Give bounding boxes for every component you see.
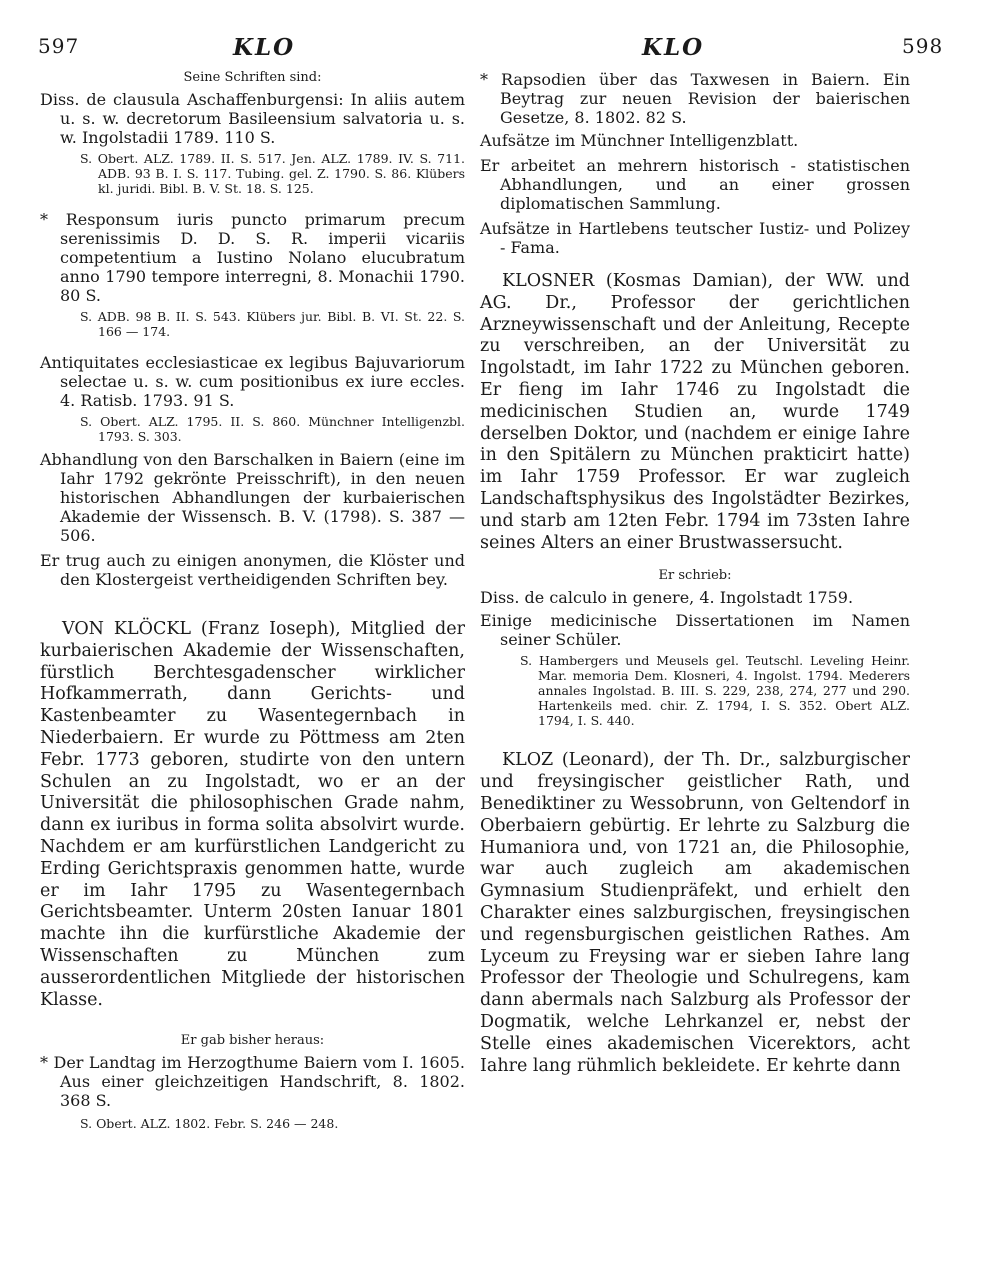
bibliography-entry: Einige medicinische Dissertationen im Namen seiner Schüler. bbox=[480, 611, 910, 650]
left-column bbox=[40, 70, 465, 1131]
review-reference: S. ADB. 98 B. II. S. 543. Klübers jur. Bibl. B. VI. St. 22. S. 166 — 174. bbox=[80, 309, 465, 339]
bibliography-entry: Diss. de calculo in genere, 4. Ingolstadt 1759. bbox=[480, 588, 854, 608]
biography-entry-klosner: KLOSNER (Kosmas Damian), der WW. und AG. Dr., Professor der gerichtlichen Arzneywissenschaft und der Anleitung, Recepte zu verschreiben, an der Universität zu Ingolstadt, im Iahr 1722 zu München geboren. Er fieng im Iahr 1746 zu Ingolstadt die medicinischen Studien an, wurde 1749 derselben Doktor, und (nachdem er einige Iahre in den Spitälern zu München prakticirt hatte) im Iahr 1759 Professor. Er war zugleich Landschaftsphysikus des Ingolstädter Bezirkes, und starb am 12ten Febr. 1794 im 73sten Iahre seines Alters an einer Brustwassersucht. bbox=[480, 271, 910, 553]
writings-heading: Er schrieb: bbox=[658, 568, 732, 584]
bibliography-entry: Diss. de clausula Aschaffenburgensi: In aliis autem u. s. w. decretorum Basileensium salvatoria u. s. w. Ingolstadii 1789. 110 S. bbox=[40, 90, 465, 147]
review-reference: S. Obert. ALZ. 1795. II. S. 860. Münchner Intelligenzbl. 1793. S. 303. bbox=[80, 414, 465, 444]
right-page-number: 598 bbox=[902, 34, 944, 58]
bibliography-entry: * Der Landtag im Herzogthume Baiern vom I. 1605. Aus einer gleichzeitigen Handschrift, 8. 1802. 368 S. bbox=[40, 1053, 465, 1111]
right-running-head: KLO bbox=[642, 34, 705, 61]
review-reference: S. Hambergers und Meusels gel. Teutschl. Leveling Heinr. Mar. memoria Dem. Klosneri, 4. Ingolst. 1794. Mederers annales Ingolstad. B. III. S. 229, 238, 274, 277 und 290. Hartenkeils med. chir. Z. 1794, I. S. 352. Obert ALZ. 1794, I. S. 440. bbox=[520, 653, 910, 729]
bibliography-entry: Abhandlung von den Barschalken in Baiern (eine im Iahr 1792 gekrönte Preisschrift), in den neuen historischen Abhandlungen der kurbaierischen Akademie der Wissensch. B. V. (1798). S. 387 — 506. bbox=[40, 450, 465, 545]
publications-heading: Er gab bisher heraus: bbox=[180, 1033, 325, 1049]
bibliography-entry: * Rapsodien über das Taxwesen in Baiern. Ein Beytrag zur neuen Revision der baierischen Gesetze, 8. 1802. 82 S. bbox=[480, 70, 910, 127]
left-running-head: KLO bbox=[233, 34, 296, 61]
left-page-number: 597 bbox=[38, 34, 80, 58]
review-reference: S. Obert. ALZ. 1789. II. S. 517. Jen. ALZ. 1789. IV. S. 711. ADB. 93 B. I. S. 117. Tubing. gel. Z. 1790. S. 86. Klübers kl. juridi. Bibl. B. V. St. 18. S. 125. bbox=[80, 151, 465, 196]
bibliography-entry: Antiquitates ecclesiasticae ex legibus Bajuvariorum selectae u. s. w. cum positionibus ex iure eccles. 4. Ratisb. 1793. 91 S. bbox=[40, 353, 465, 410]
review-reference: S. Obert. ALZ. 1802. Febr. S. 246 — 248. bbox=[80, 1116, 339, 1132]
biography-entry-kloeckl: VON KLÖCKL (Franz Ioseph), Mitglied der kurbaierischen Akademie der Wissenschaften, fürstlich Berchtesgadenscher wirklicher Hofkammerrath, dann Gerichts- und Kastenbeamter zu Wasentegernbach in Niederbaiern. Er wurde zu Pöttmess am 2ten Febr. 1773 geboren, studirte von den untern Schulen an zu Ingolstadt, wo er an der Universität die philosophischen Grade nahm, dann ex iuribus in forma solita absolvirt wurde. Nachdem er am kurfürstlichen Landgericht zu Erding Gerichtspraxis genommen hatte, wurde er im Iahr 1795 zu Wasentegernbach Gerichtsbeamter. Unterm 20sten Ianuar 1801 machte ihn die kurfürstliche Akademie der Wissenschaften zu München zum ausserordentlichen Mitgliede der historischen Klasse. bbox=[40, 619, 465, 1010]
bibliography-entry: * Responsum iuris puncto primarum precum serenissimis D. D. S. R. imperii vicariis competentium a Iustino Nolano elucubratum anno 1790 tempore interregni, 8. Monachii 1790. 80 S. bbox=[40, 210, 465, 305]
biography-entry-kloz: KLOZ (Leonard), der Th. Dr., salzburgischer und freysingischer geistlicher Rath, und Benediktiner zu Wessobrunn, von Geltendorf in Oberbaiern gebürtig. Er lehrte zu Salzburg die Humaniora und, von 1721 an, die Philosophie, war auch zugleich am akademischen Gymnasium Studienpräfekt, und erhielt den Charakter eines salzburgischen, freysingischen und regensburgischen geistlichen Rathes. Am Lyceum zu Freysing war er sieben Iahre lang Professor der Theologie und Schulregens, kam dann abermals nach Salzburg als Professor der Dogmatik, welche Lehrkanzel er, nebst der Stelle eines akademischen Vicerektors, acht Iahre lang rühmlich bekleidete. Er kehrte dann bbox=[480, 750, 910, 1076]
bibliography-entry: Aufsätze im Münchner Intelligenzblatt. bbox=[480, 131, 799, 150]
bibliography-entry: Aufsätze in Hartlebens teutscher Iustiz- und Polizey - Fama. bbox=[480, 219, 910, 257]
bibliography-entry: Er arbeitet an mehrern historisch - statistischen Abhandlungen, und an einer grossen diplomatischen Sammlung. bbox=[480, 156, 910, 213]
right-column bbox=[480, 70, 910, 1077]
writings-heading: Seine Schriften sind: bbox=[183, 70, 322, 85]
bibliography-note: Er trug auch zu einigen anonymen, die Klöster und den Klostergeist vertheidigenden Schriften bey. bbox=[40, 551, 465, 589]
